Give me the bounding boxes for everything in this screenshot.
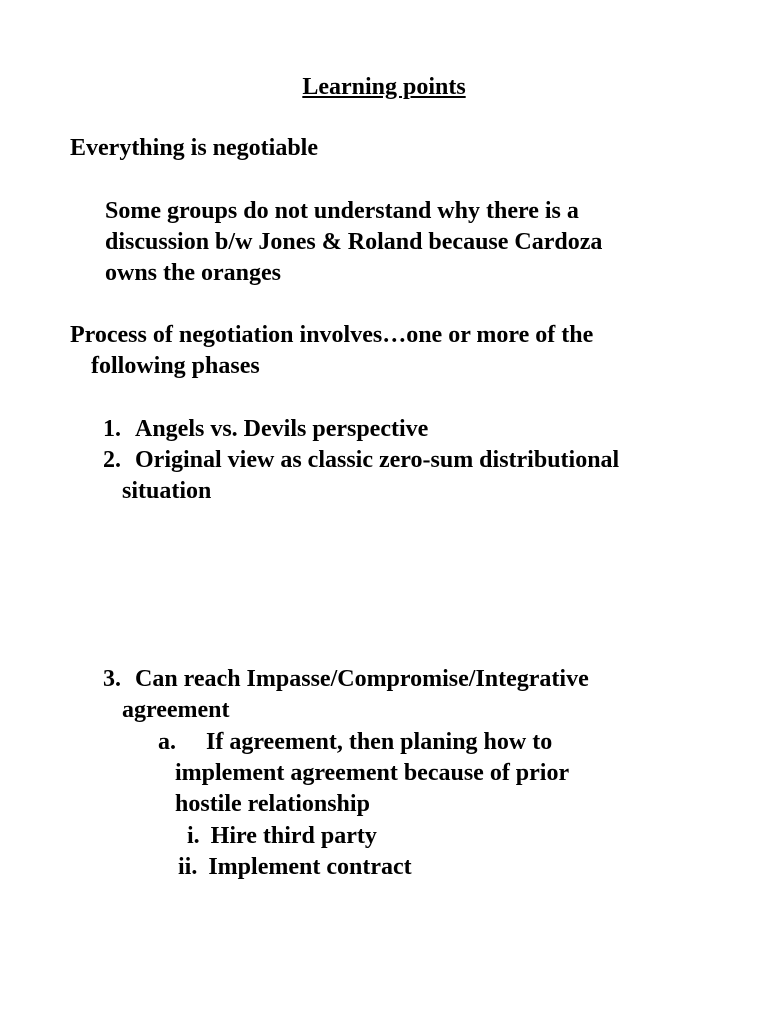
list-marker: 1. xyxy=(103,416,121,442)
list-item-text: Can reach Impasse/Compromise/Integrative xyxy=(135,666,589,692)
list-marker: 3. xyxy=(103,666,121,692)
subsublist-item-ii xyxy=(178,852,412,883)
heading-everything-negotiable: Everything is negotiable xyxy=(70,135,319,161)
paragraph-line-2: discussion b/w Jones & Roland because Cardoza xyxy=(105,229,603,255)
subsublist-item-text: Hire third party xyxy=(210,823,377,849)
subsublist-item-i xyxy=(187,821,377,852)
sublist-marker: a. xyxy=(158,729,176,755)
list-item-3 xyxy=(103,664,589,695)
page-title: Learning points xyxy=(302,74,466,100)
list-item-text: Angels vs. Devils perspective xyxy=(135,416,429,442)
list-item-3-continuation: agreement xyxy=(122,697,230,723)
list-item-2-continuation: situation xyxy=(122,478,212,504)
sublist-item-text: If agreement, then planing how to xyxy=(206,729,553,755)
paragraph-line-1: Some groups do not understand why there is a xyxy=(105,198,579,224)
sublist-item-a-line-2: implement agreement because of prior xyxy=(175,760,570,786)
sublist-item-a xyxy=(158,727,552,758)
list-item-1 xyxy=(103,414,428,445)
heading-process-line-1: Process of negotiation involves…one or more of the xyxy=(70,322,594,348)
heading-process-line-2: following phases xyxy=(91,353,260,379)
list-marker: 2. xyxy=(103,447,121,473)
subsublist-marker: ii. xyxy=(178,854,198,880)
sublist-item-a-line-3: hostile relationship xyxy=(175,791,370,817)
list-item-text: Original view as classic zero-sum distributional xyxy=(135,447,620,473)
subsublist-item-text: Implement contract xyxy=(208,854,412,880)
paragraph-line-3: owns the oranges xyxy=(105,260,282,286)
list-item-2 xyxy=(103,445,619,476)
subsublist-marker: i. xyxy=(187,823,200,849)
